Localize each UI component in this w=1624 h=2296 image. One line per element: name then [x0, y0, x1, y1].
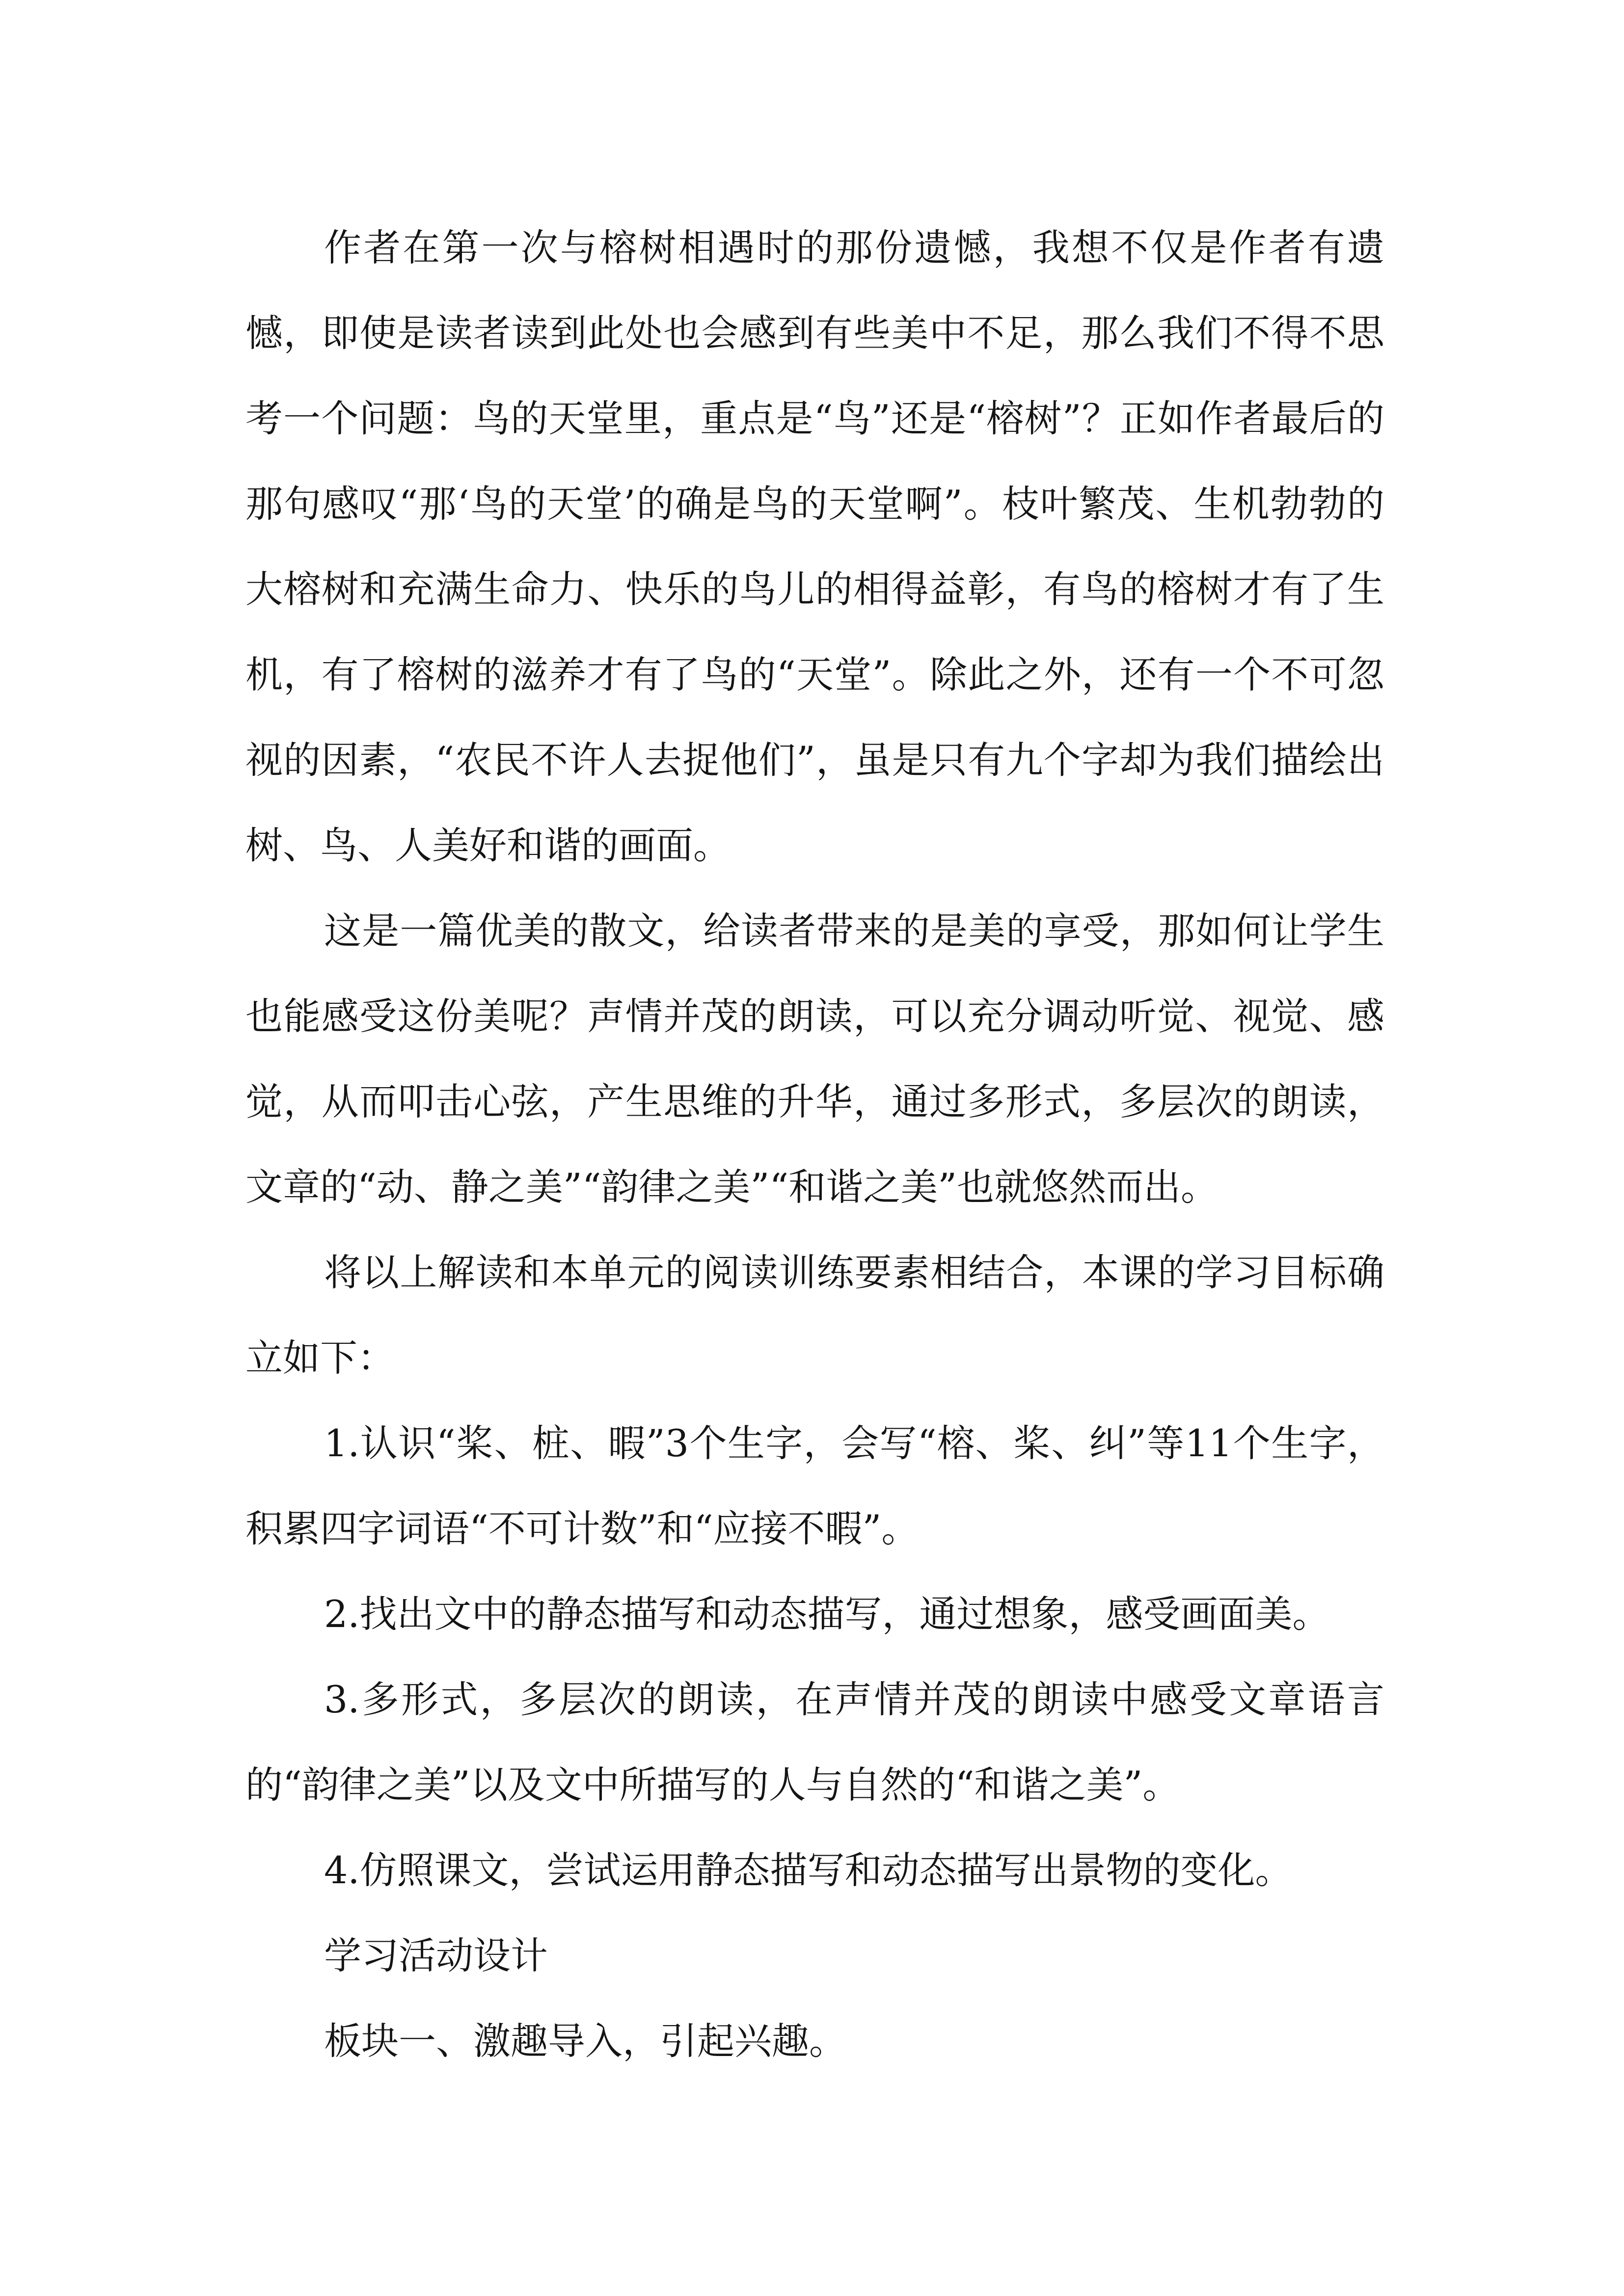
objective-1: 1.认识“桨、桩、暇”3个生字，会写“榕、桨、纠”等11个生字，积累四字词语“不可计数”和“应接不暇”。: [245, 1421, 1384, 1550]
paragraph-2: 这是一篇优美的散文，给读者带来的是美的享受，那如何让学生也能感受这份美呢？声情并茂的朗读，可以充分调动听觉、视觉、感觉，从而叩击心弦，产生思维的升华，通过多形式，多层次的朗读，文章的“动、静之美”“韵律之美”“和谐之美”也就悠然而出。: [245, 909, 1384, 1209]
paragraph-3: 将以上解读和本单元的阅读训练要素相结合，本课的学习目标确立如下：: [245, 1251, 1384, 1380]
objective-2: 2.找出文中的静态描写和动态描写，通过想象，感受画面美。: [324, 1592, 1330, 1636]
subsection-heading: 板块一、激趣导入，引起兴趣。: [324, 2019, 846, 2063]
document-body: [245, 205, 1384, 2084]
section-heading: 学习活动设计: [324, 1934, 548, 1977]
objective-4: 4.仿照课文，尝试运用静态描写和动态描写出景物的变化。: [324, 1848, 1293, 1892]
objective-3: 3.多形式，多层次的朗读，在声情并茂的朗读中感受文章语言的“韵律之美”以及文中所描写的人与自然的“和谐之美”。: [245, 1678, 1384, 1807]
paragraph-1: 作者在第一次与榕树相遇时的那份遗憾，我想不仅是作者有遗憾，即使是读者读到此处也会感到有些美中不足，那么我们不得不思考一个问题：鸟的天堂里，重点是“鸟”还是“榕树”？正如作者最后的那句感叹“那‘鸟的天堂’的确是鸟的天堂啊”。枝叶繁茂、生机勃勃的大榕树和充满生命力、快乐的鸟儿的相得益彰，有鸟的榕树才有了生机，有了榕树的滋养才有了鸟的“天堂”。除此之外，还有一个不可忽视的因素，“农民不许人去捉他们”，虽是只有九个字却为我们描绘出树、鸟、人美好和谐的画面。: [245, 226, 1384, 867]
